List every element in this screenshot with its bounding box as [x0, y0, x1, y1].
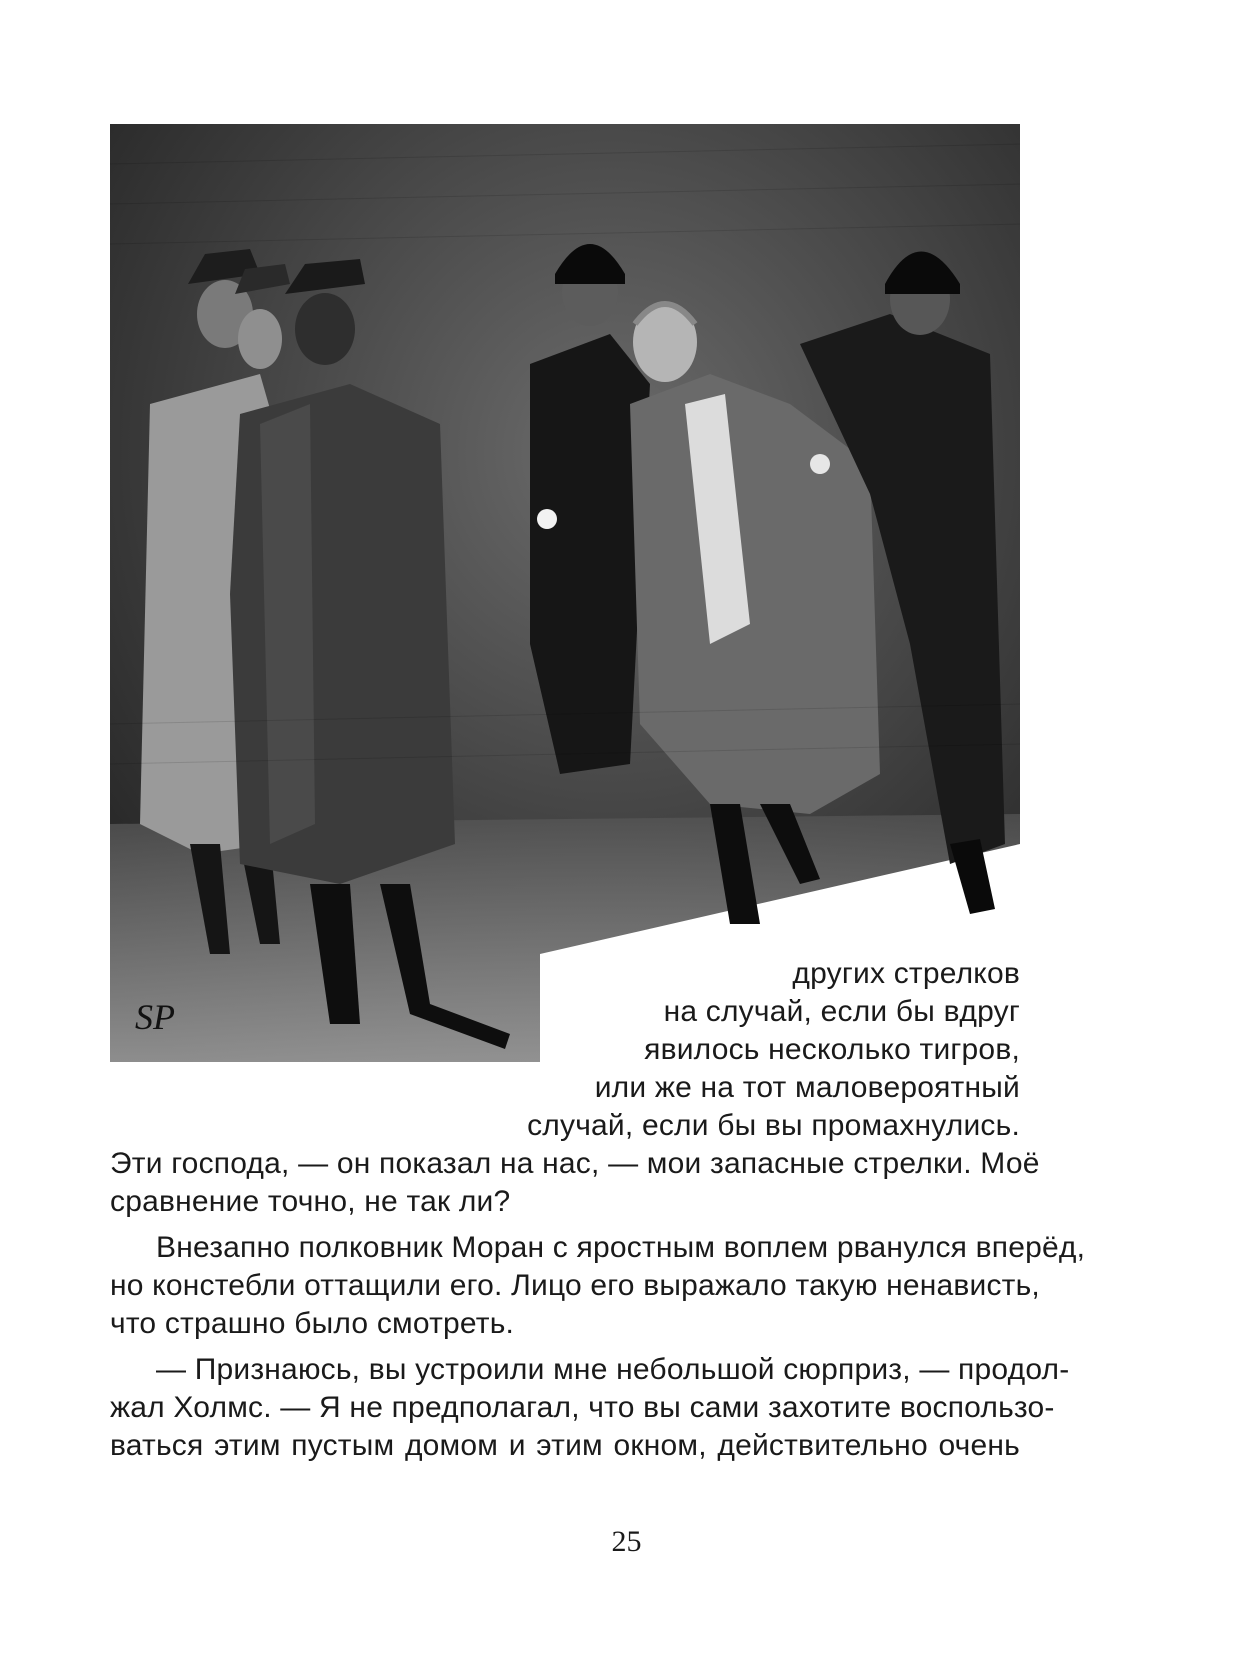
text-line: — Признаюсь, вы устроили мне небольшой сюрприз, — продол-	[156, 1353, 1070, 1386]
text-line: других стрелков	[792, 957, 1020, 990]
page-number: 25	[611, 1525, 642, 1558]
text-line: случай, если бы вы промахнулись.	[527, 1109, 1020, 1142]
text-line: жал Холмс. — Я не предполагал, что вы сами захотите воспользо-	[110, 1391, 1055, 1424]
text-line: Эти господа, — он показал на нас, — мои запасные стрелки. Моё	[110, 1147, 1040, 1180]
text-line: на случай, если бы вдруг	[663, 995, 1020, 1028]
illustration	[110, 124, 1020, 1062]
artist-signature: SP	[135, 997, 175, 1037]
text-line: что страшно было смотреть.	[110, 1307, 515, 1340]
text-line: сравнение точно, не так ли?	[110, 1185, 511, 1218]
text-line: или же на тот маловероятный	[594, 1071, 1020, 1104]
engraving-illustration	[110, 124, 1020, 1062]
text-line: ваться этим пустым домом и этим окном, действительно очень	[110, 1429, 1020, 1462]
text-line: Внезапно полковник Моран с яростным воплем рванулся вперёд,	[156, 1231, 1086, 1264]
text-line: явилось несколько тигров,	[644, 1033, 1020, 1066]
text-line: но констебли оттащили его. Лицо его выражало такую ненависть,	[110, 1269, 1040, 1302]
